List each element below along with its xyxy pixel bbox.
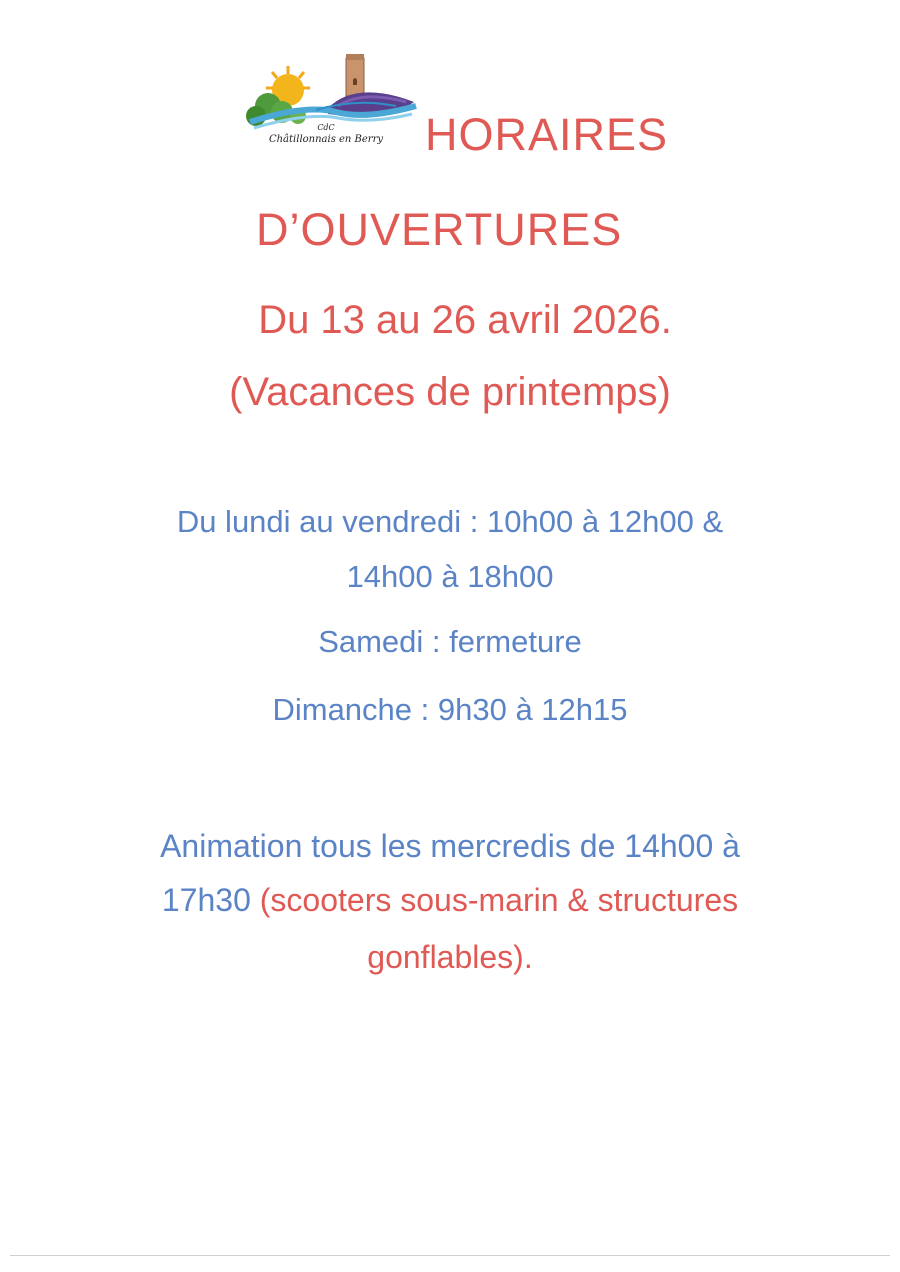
animation-activities: (scooters sous-marin & structures — [259, 882, 739, 918]
tower-icon — [346, 54, 364, 96]
period-dates: Du 13 au 26 avril 2026. — [258, 298, 672, 342]
weekday-hours-line-2: 14h00 à 18h00 — [346, 559, 554, 594]
logo-name-text: Châtillonnais en Berry — [268, 134, 384, 145]
saturday-hours: Samedi : fermeture — [318, 624, 582, 659]
cdc-logo — [246, 50, 418, 158]
logo-cdc-text: CdC — [317, 123, 335, 132]
animation-line-2 — [0, 884, 900, 916]
weekday-hours-line-1: Du lundi au vendredi : 10h00 à 12h00 & — [176, 504, 724, 539]
page-edge-line — [10, 1255, 890, 1256]
title-line-1: HORAIRES — [425, 109, 669, 160]
title-line-2: D’OUVERTURES — [256, 204, 623, 255]
animation-line-3: gonflables). — [367, 939, 533, 975]
logo-text — [246, 122, 406, 146]
animation-line-1: Animation tous les mercredis de 14h00 à — [160, 828, 740, 864]
animation-time-end: 17h30 — [161, 882, 260, 918]
period-label: (Vacances de printemps) — [229, 370, 671, 414]
sunday-hours: Dimanche : 9h30 à 12h15 — [272, 692, 628, 727]
